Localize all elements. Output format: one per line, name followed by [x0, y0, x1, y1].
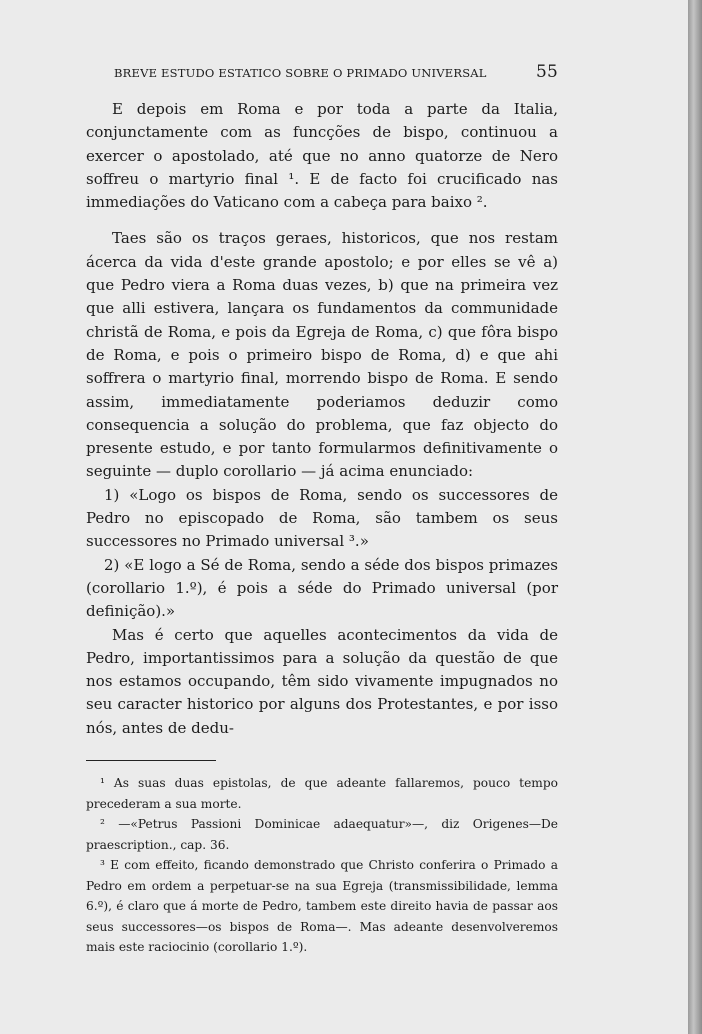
corollary-1: 1) «Logo os bispos de Roma, sendo os successores de Pedro no episcopado de Roma, são tambem os seus successores no Primado universal ³.» [86, 485, 558, 551]
body-text [86, 98, 558, 740]
footnote-3: ³ E com effeito, ficando demonstrado que Christo conferira o Primado a Pedro em ordem a perpetuar-se na sua Egreja (transmissibilidade, lemma 6.º), é claro que á morte de Pedro, tambem este direito havia de passar aos seus successores—os bispos de Roma—. Mas adeante desenvolveremos mais este raciocinio (corollario 1.º). [86, 858, 558, 955]
running-header [114, 62, 558, 88]
page-number: 55 [535, 62, 558, 82]
paragraph-1: E depois em Roma e por toda a parte da Italia, conjunctamente com as funcções de bispo, continuou a exercer o apostolado, até que no anno quatorze de Nero soffreu o martyrio final ¹. E de facto foi crucificado nas immediações do Vaticano com a cabeça para baixo ². [86, 100, 558, 212]
corollary-2: 2) «E logo a Sé de Roma, sendo a séde dos bispos primazes (corollario 1.º), é pois a séde do Primado universal (por definição).» [86, 555, 558, 621]
page-content [86, 62, 558, 958]
footnotes [86, 773, 558, 958]
running-title: BREVE ESTUDO ESTATICO SOBRE O PRIMADO UNIVERSAL [114, 66, 487, 80]
page-edge-shadow [688, 0, 702, 1034]
footnote-2: ² —«Petrus Passioni Dominicae adaequatur»—, diz Origenes—De praescription., cap. 36. [86, 817, 558, 852]
paragraph-2: Taes são os traços geraes, historicos, que nos restam ácerca da vida d'este grande apostolo; e por elles se vê a) que Pedro viera a Roma duas vezes, b) que na primeira vez que alli estivera, lançara os fundamentos da communidade christã de Roma, e pois da Egreja de Roma, c) que fôra bispo de Roma, e pois o primeiro bispo de Roma, d) e que ahi soffrera o martyrio final, morrendo bispo de Roma. E sendo assim, immediatamente poderiamos deduzir como consequencia a solução do problema, que faz objecto do presente estudo, e por tanto formularmos definitivamente o seguinte — duplo corollario — já acima enunciado: [86, 229, 558, 481]
footnote-1: ¹ As suas duas epistolas, de que adeante fallaremos, pouco tempo precederam a sua morte. [86, 776, 558, 811]
footnote-rule [86, 760, 216, 761]
paragraph-3: Mas é certo que aquelles acontecimentos da vida de Pedro, importantissimos para a solução da questão de que nos estamos occupando, têm sido vivamente impugnados no seu caracter historico por alguns dos Protestantes, e por isso nós, antes de dedu- [86, 625, 558, 737]
